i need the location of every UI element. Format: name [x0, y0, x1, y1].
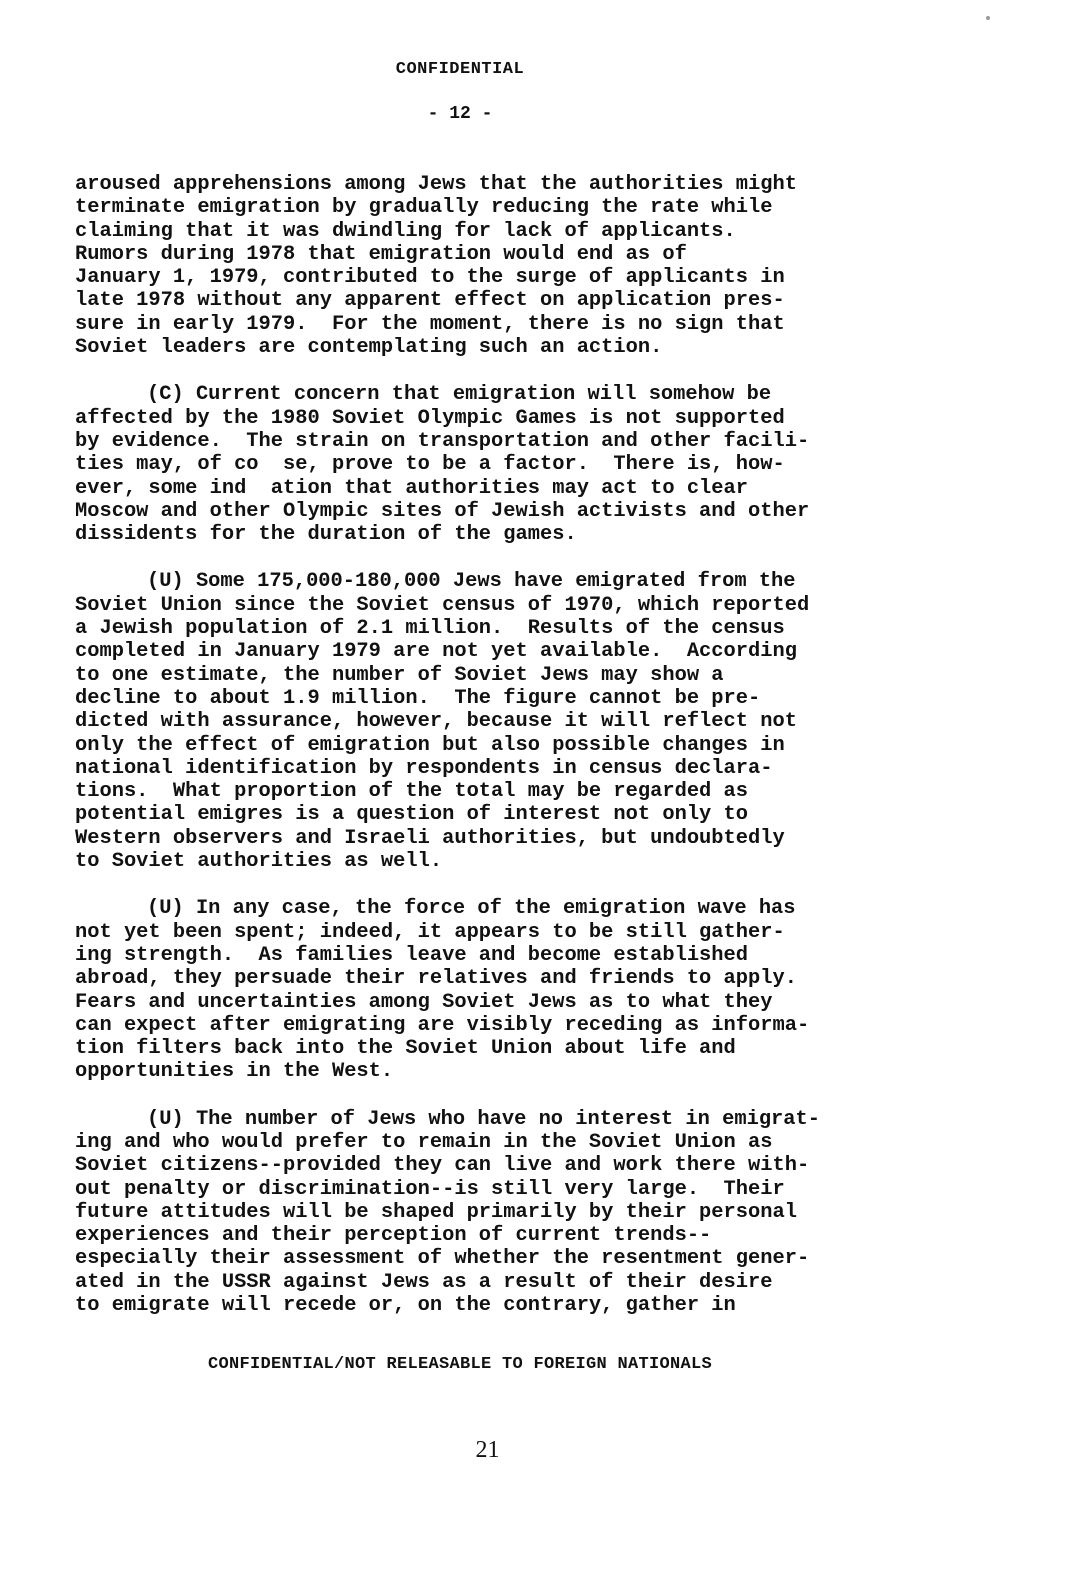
- text-line: (U) Some 175,000-180,000 Jews have emigrated from the: [147, 570, 796, 594]
- text-line: ated in the USSR against Jews as a result of their desire: [75, 1270, 773, 1294]
- text-line: affected by the 1980 Soviet Olympic Games is not supported: [75, 406, 785, 430]
- text-line: Moscow and other Olympic sites of Jewish activists and other: [75, 499, 810, 523]
- text-line: late 1978 without any apparent effect on application pres-: [75, 289, 785, 313]
- text-line: dicted with assurance, however, because it will reflect not: [75, 710, 797, 734]
- text-line: decline to about 1.9 million. The figure cannot be pre-: [75, 686, 761, 710]
- text-line: tions. What proportion of the total may be regarded as: [75, 780, 749, 804]
- text-line: (U) The number of Jews who have no interest in emigrat-: [147, 1107, 821, 1131]
- top-page-number: - 12 -: [427, 104, 493, 124]
- text-line: future attitudes will be shaped primarily by their personal: [75, 1200, 797, 1224]
- text-line: ties may, of co se, prove to be a factor. There is, how-: [75, 453, 785, 477]
- top-classification-marking: CONFIDENTIAL: [395, 60, 525, 79]
- scan-speck: [986, 16, 990, 20]
- text-line: Fears and uncertainties among Soviet Jews as to what they: [75, 990, 773, 1014]
- text-line: abroad, they persuade their relatives and friends to apply.: [75, 967, 797, 991]
- text-line: potential emigres is a question of interest not only to: [75, 803, 749, 827]
- text-line: claiming that it was dwindling for lack of applicants.: [75, 219, 736, 243]
- text-line: experiences and their perception of current trends--: [75, 1224, 712, 1248]
- paragraph: [75, 897, 915, 1083]
- text-line: (C) Current concern that emigration will somehow be: [147, 383, 772, 407]
- text-line: Soviet citizens--provided they can live and work there with-: [75, 1154, 810, 1178]
- bottom-page-number: 21: [475, 1437, 500, 1463]
- text-line: out penalty or discrimination--is still very large. Their: [75, 1177, 785, 1201]
- text-line: dissidents for the duration of the games.: [75, 523, 577, 547]
- text-line: ing strength. As families leave and become established: [75, 943, 749, 967]
- text-line: ing and who would prefer to remain in the Soviet Union as: [75, 1130, 773, 1154]
- text-line: aroused apprehensions among Jews that the authorities might: [75, 173, 797, 196]
- text-line: completed in January 1979 are not yet available. According: [75, 640, 797, 664]
- text-line: ever, some ind ation that authorities may act to clear: [75, 476, 749, 500]
- text-line: sure in early 1979. For the moment, there is no sign that: [75, 312, 785, 336]
- paragraph: [75, 570, 915, 873]
- text-line: to one estimate, the number of Soviet Jews may show a: [75, 663, 724, 687]
- text-line: Soviet leaders are contemplating such an action.: [75, 336, 663, 360]
- bottom-classification-marking: CONFIDENTIAL/NOT RELEASABLE TO FOREIGN NATIONALS: [207, 1355, 713, 1374]
- text-line: Rumors during 1978 that emigration would end as of: [75, 242, 687, 266]
- text-line: terminate emigration by gradually reducing the rate while: [75, 196, 773, 220]
- text-line: can expect after emigrating are visibly receding as informa-: [75, 1013, 810, 1037]
- paragraph: [75, 1108, 915, 1318]
- text-line: by evidence. The strain on transportation and other facili-: [75, 429, 810, 453]
- text-line: to Soviet authorities as well.: [75, 850, 443, 874]
- text-line: tion filters back into the Soviet Union about life and: [75, 1037, 736, 1061]
- text-line: to emigrate will recede or, on the contrary, gather in: [75, 1294, 736, 1318]
- text-line: (U) In any case, the force of the emigration wave has: [147, 897, 796, 921]
- text-line: a Jewish population of 2.1 million. Results of the census: [75, 617, 785, 641]
- text-line: national identification by respondents in census declara-: [75, 756, 773, 780]
- text-line: Soviet Union since the Soviet census of 1970, which reported: [75, 593, 810, 617]
- text-line: Western observers and Israeli authorities, but undoubtedly: [75, 826, 785, 850]
- document-body: [75, 173, 915, 1341]
- text-line: opportunities in the West.: [75, 1060, 394, 1084]
- paragraph: [75, 383, 915, 546]
- text-line: especially their assessment of whether the resentment gener-: [75, 1247, 810, 1271]
- paragraph: [75, 173, 915, 359]
- text-line: not yet been spent; indeed, it appears to be still gather-: [75, 920, 785, 944]
- text-line: only the effect of emigration but also possible changes in: [75, 733, 785, 757]
- text-line: January 1, 1979, contributed to the surge of applicants in: [75, 266, 785, 290]
